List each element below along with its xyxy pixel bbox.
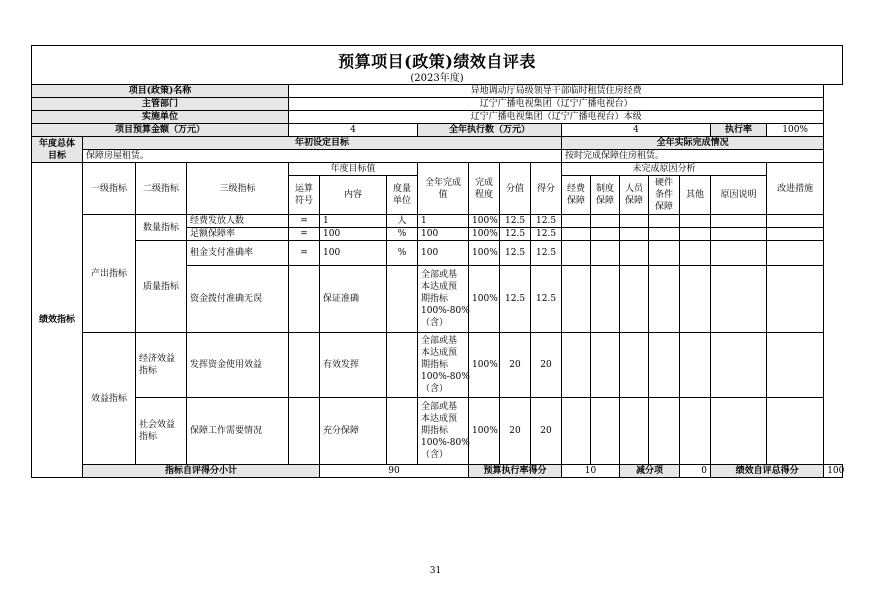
rate-value: 100% <box>767 124 824 137</box>
row-op: = <box>289 228 320 241</box>
row-op: = <box>289 241 320 266</box>
row-unit: 人 <box>387 215 418 228</box>
row-content: 100 <box>320 241 387 266</box>
row-score: 12.5 <box>531 241 562 266</box>
level3-header: 三级指标 <box>187 163 289 215</box>
row-content: 1 <box>320 215 387 228</box>
row-score: 20 <box>531 333 562 398</box>
project-label: 项目(政策)名称 <box>32 85 289 98</box>
row-name: 发挥资金使用效益 <box>187 333 289 398</box>
row-name: 经费发放人数 <box>187 215 289 228</box>
row-unit <box>387 398 418 465</box>
unit-value: 辽宁广播电视集团（辽宁广播电视台）本级 <box>289 111 824 124</box>
target-group-header: 年度目标值 <box>289 163 418 176</box>
row-value: 20 <box>500 398 531 465</box>
table-row <box>32 241 843 266</box>
table-row <box>32 398 843 465</box>
form-year: (2023年度) <box>410 73 464 84</box>
annual-done-header: 全年完成值 <box>418 163 469 215</box>
reason-system-header: 制度保障 <box>591 176 620 215</box>
budget-row <box>32 124 843 137</box>
row-rate: 100% <box>469 228 500 241</box>
subtotal-value: 90 <box>320 465 469 478</box>
reason-note-header: 原因说明 <box>711 176 767 215</box>
row-value: 20 <box>500 333 531 398</box>
score-value-header: 分值 <box>500 163 531 215</box>
reason-hardware-header: 硬件条件保障 <box>649 176 680 215</box>
row-op: = <box>289 215 320 228</box>
exec-score-label: 预算执行率得分 <box>469 465 562 478</box>
exec-score-value: 10 <box>562 465 620 478</box>
row-value: 12.5 <box>500 215 531 228</box>
row-done: 100 <box>418 241 469 266</box>
deduct-value: 0 <box>680 465 711 478</box>
level2-header: 二级指标 <box>136 163 187 215</box>
table-row <box>32 215 843 228</box>
project-row <box>32 85 843 98</box>
row-unit: % <box>387 228 418 241</box>
row-unit <box>387 266 418 333</box>
total-value: 100 <box>824 465 843 478</box>
benefit-group: 效益指标 <box>83 333 136 465</box>
row-unit <box>387 333 418 398</box>
row-rate: 100% <box>469 398 500 465</box>
footer-row <box>32 465 843 478</box>
reason-fund-header: 经费保障 <box>562 176 591 215</box>
row-done: 全部或基本达成预期指标100%-80%（含） <box>418 333 469 398</box>
row-value: 12.5 <box>500 228 531 241</box>
row-score: 12.5 <box>531 215 562 228</box>
row-op <box>289 398 320 465</box>
dept-row <box>32 98 843 111</box>
goal-value-row <box>32 150 843 163</box>
social-group: 社会效益指标 <box>136 398 187 465</box>
total-label: 绩效自评总得分 <box>711 465 824 478</box>
deduct-label: 减分项 <box>620 465 680 478</box>
row-value: 12.5 <box>500 241 531 266</box>
form-title: 预算项目(政策)绩效自评表 <box>338 52 536 71</box>
economic-group: 经济效益指标 <box>136 333 187 398</box>
row-score: 20 <box>531 398 562 465</box>
score-got-header: 得分 <box>531 163 562 215</box>
quantity-group: 数量指标 <box>136 215 187 241</box>
goal-header-row <box>32 137 843 150</box>
title-block <box>31 45 843 85</box>
budget-value: 4 <box>289 124 418 137</box>
row-rate: 100% <box>469 215 500 228</box>
row-op <box>289 333 320 398</box>
row-rate: 100% <box>469 333 500 398</box>
evaluation-form <box>31 45 843 487</box>
reason-group-header: 未完成原因分析 <box>562 163 767 176</box>
goal-initial-value: 保障房屋租赁。 <box>83 150 562 163</box>
row-content: 有效发挥 <box>320 333 387 398</box>
output-group: 产出指标 <box>83 215 136 333</box>
unit-label: 实施单位 <box>32 111 289 124</box>
row-content: 保证准确 <box>320 266 387 333</box>
row-op <box>289 266 320 333</box>
goal-initial-header: 年初设定目标 <box>83 137 562 150</box>
row-rate: 100% <box>469 241 500 266</box>
completion-header: 完成程度 <box>469 163 500 215</box>
row-score: 12.5 <box>531 228 562 241</box>
exec-value: 4 <box>562 124 711 137</box>
evaluation-table <box>31 84 843 478</box>
row-value: 12.5 <box>500 266 531 333</box>
content-header: 内容 <box>320 176 387 215</box>
quality-group: 质量指标 <box>136 241 187 333</box>
level1-header: 一级指标 <box>83 163 136 215</box>
row-score: 12.5 <box>531 266 562 333</box>
goal-label: 年度总体目标 <box>32 137 83 163</box>
row-content: 充分保障 <box>320 398 387 465</box>
page-number: 31 <box>429 566 442 576</box>
budget-label: 项目预算金额（万元） <box>32 124 289 137</box>
row-done: 100 <box>418 228 469 241</box>
dept-label: 主管部门 <box>32 98 289 111</box>
perf-label: 绩效指标 <box>32 163 83 478</box>
row-name: 租金支付准确率 <box>187 241 289 266</box>
improve-header: 改进措施 <box>767 163 824 215</box>
header-row-1 <box>32 163 843 176</box>
reason-other-header: 其他 <box>680 176 711 215</box>
row-unit: % <box>387 241 418 266</box>
subtotal-label: 指标自评得分小计 <box>83 465 320 478</box>
goal-actual-value: 按时完成保障住房租赁。 <box>562 150 824 163</box>
row-rate: 100% <box>469 266 500 333</box>
goal-actual-header: 全年实际完成情况 <box>562 137 824 150</box>
table-row <box>32 333 843 398</box>
unit-header: 度量单位 <box>387 176 418 215</box>
reason-staff-header: 人员保障 <box>620 176 649 215</box>
rate-label: 执行率 <box>711 124 767 137</box>
exec-label: 全年执行数（万元） <box>418 124 562 137</box>
project-value: 异地调动厅局级领导干部临时租赁住房经费 <box>289 85 824 98</box>
row-name: 保障工作需要情况 <box>187 398 289 465</box>
row-name: 足额保障率 <box>187 228 289 241</box>
row-done: 全部或基本达成预期指标100%-80%（含） <box>418 266 469 333</box>
operator-header: 运算符号 <box>289 176 320 215</box>
row-content: 100 <box>320 228 387 241</box>
row-done: 全部或基本达成预期指标100%-80%（含） <box>418 398 469 465</box>
unit-row <box>32 111 843 124</box>
row-done: 1 <box>418 215 469 228</box>
dept-value: 辽宁广播电视集团（辽宁广播电视台） <box>289 98 824 111</box>
row-name: 资金拨付准确无误 <box>187 266 289 333</box>
